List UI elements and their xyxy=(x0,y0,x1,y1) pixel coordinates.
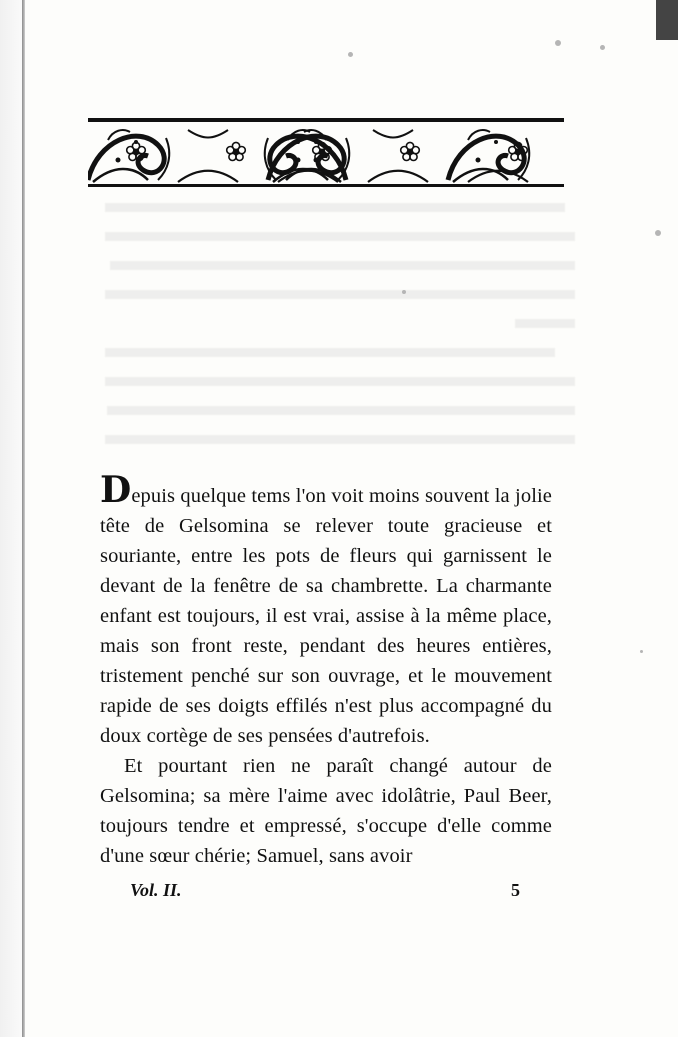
show-through-lines xyxy=(95,195,575,455)
spine-edge xyxy=(22,0,25,1037)
body-text xyxy=(100,469,552,871)
scan-speck xyxy=(600,45,605,50)
paragraph-2: Et pourtant rien ne paraît changé autour de Gelsomina; sa mère l'aime avec idolâtrie, Paul Beer, toujours tendre et empressé, s'occupe d'elle comme d'une sœur chérie; Samuel, sans avoir xyxy=(100,755,552,867)
scan-speck xyxy=(555,40,561,46)
scan-corner-mark xyxy=(656,0,678,40)
scan-speck xyxy=(655,230,661,236)
page-footer xyxy=(130,880,520,910)
scan-speck xyxy=(348,52,353,57)
signature-mark: 5 xyxy=(511,880,520,900)
scan-speck xyxy=(640,650,643,653)
spine-shadow xyxy=(0,0,22,1037)
scan-speck xyxy=(402,290,406,294)
volume-label: Vol. II. xyxy=(130,880,182,900)
show-through-texture xyxy=(95,195,575,455)
ornamental-headpiece xyxy=(88,112,564,192)
paragraph-1: Depuis quelque tems l'on voit moins souvent la jolie tête de Gelsomina se relever toute gracieuse et souriante, entre les pots de fleurs qui garnissent le devant de la fenêtre de sa chambrette. La charmante enfant est toujours, il est vrai, assise à la même place, mais son front reste, pendant des heures entières, tristement penché sur son ouvrage, et le mouvement rapide de ses doigts effilés n'est plus accompagné du doux cortège de ses pensées d'autrefois. xyxy=(100,469,552,747)
